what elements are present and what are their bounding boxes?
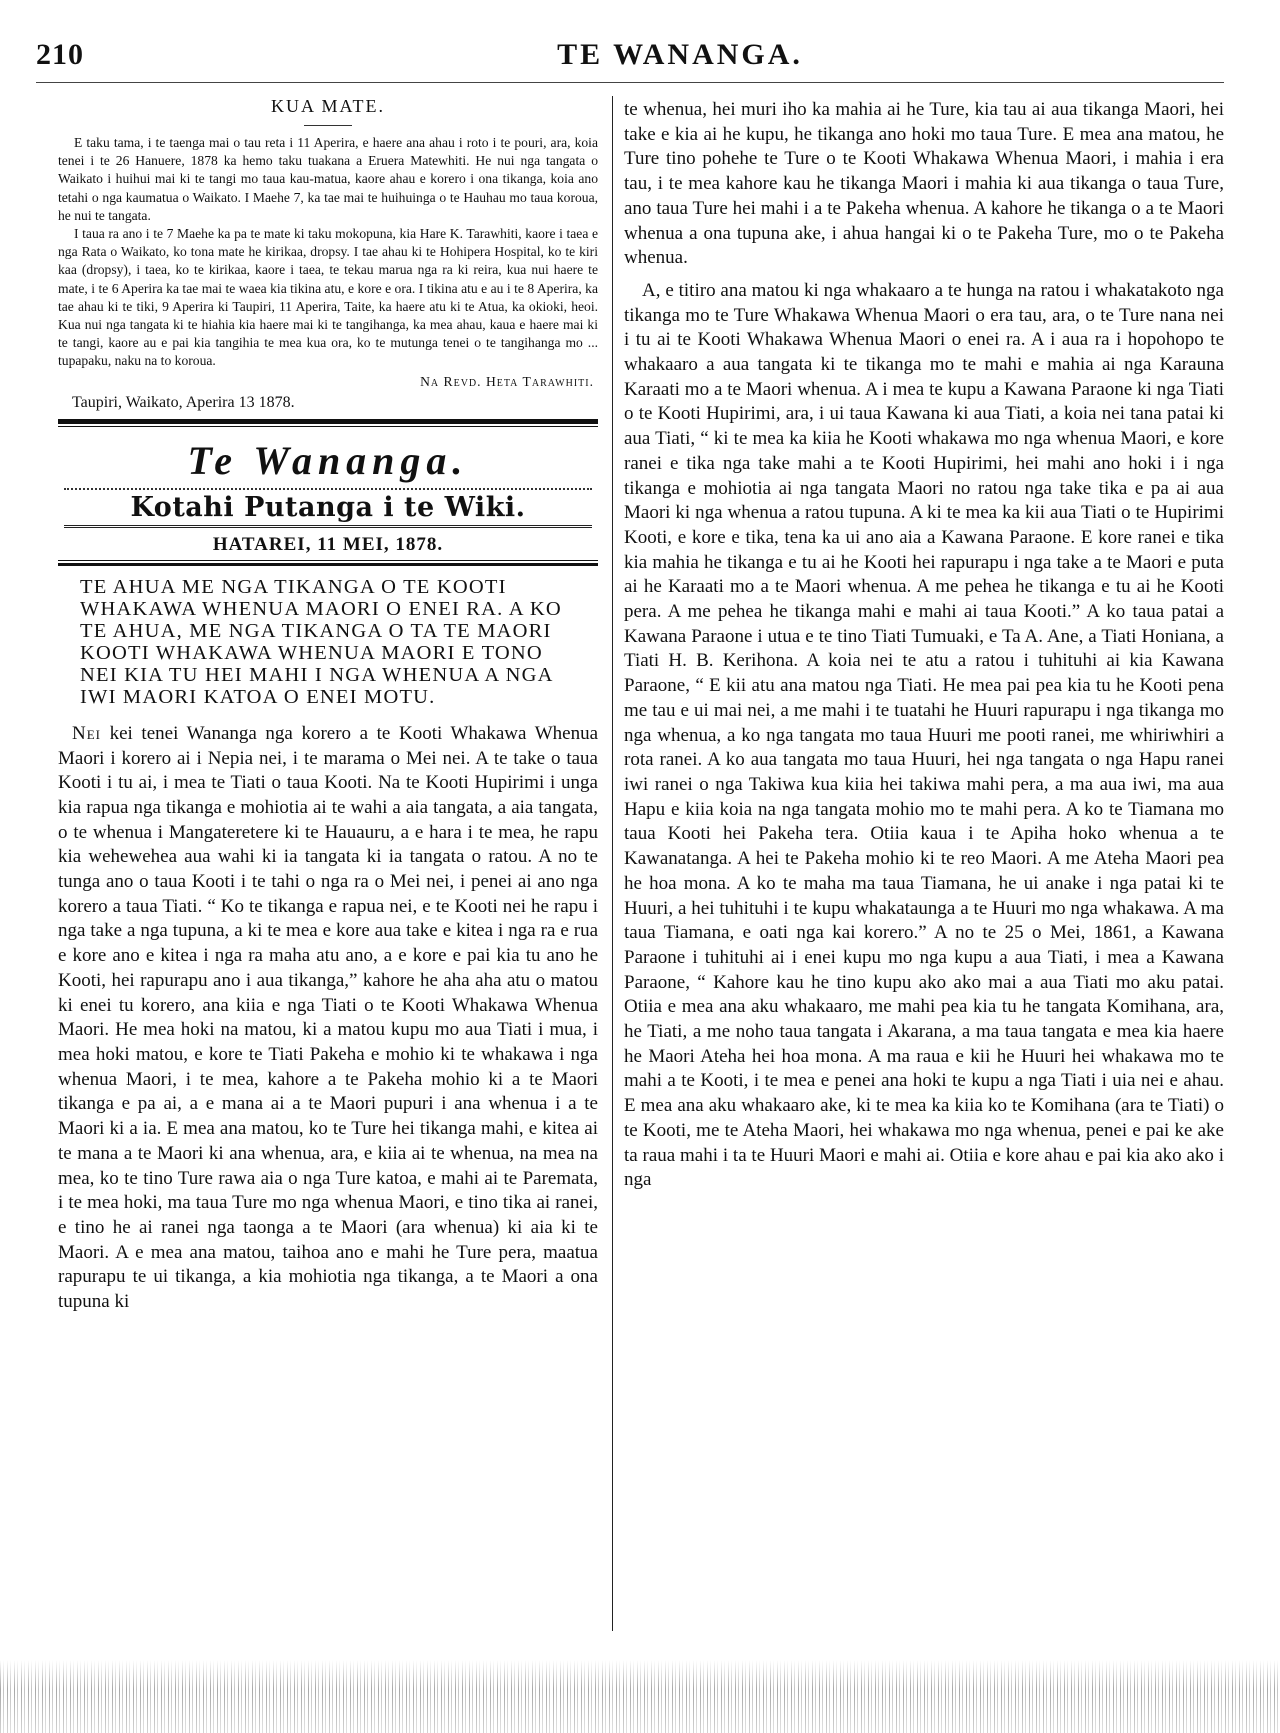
heading-rule [304, 125, 352, 126]
running-head: TE WANANGA. [557, 38, 803, 71]
masthead-top-rule [58, 419, 598, 424]
article-paragraph-text: kei tenei Wananga nga korero a te Kooti Whakawa Whenua Maori i korero ai i Nepia nei, i te marama o Mei nei. A te take o taua Kooti i tu ai, i mea te Tiati o taua Kooti. Na te Kooti Hupirimi i unga kia rapua nga tikanga e mohiotia ai te wahi a aia tangata, a aia tangata, o te whenua i Mangateretere ki te Hauauru, a e hara i te mea, he rapu kia wehewehea aua wahi ki ia tangata ki ia tangata o ratou. A no te tunga ano o taua Kooti i te tahi o nga ra o Mei nei, i penei ai ano nga korero a taua Tiati. “ Ko te tikanga e rapua nei, e te Kooti nei he rapu i nga take a nga tupuna, a ki te mea e kore aua take e kitea i nga ra e rua e kore ano e kitea i nga ra maha atu ano, a e kore e pai kia tu ano he Kooti, hei rapurapu ano i aua tikanga,” kahore he aha aha atu o matou ki enei tu korero, ana kiia e nga Tiati o te Kooti Whakawa Whenua Maori. He mea hoki na matou, ki a matou kupu mo aua Tiati i mua, i mea hoki matou, e kore te Tiati Pakeha e mohio ki te whakawa i nga whenua Maori, i te mea, kahore a te Pakeha mohio ki a te Maori tikanga e pa ai, a e mana ai a te Maori pupuri i ana whenua i a te Maori ki a ia. E mea ana matou, ko te Ture hei tikanga mahi, e kitea ai te mana a te Maori ki ana whenua, ara, e kiia ai te whenua, na mea na mea, ko te tino Ture rawa aia o nga Ture katoa, e mahi ai te Paremata, i te mea hoki, ma taua Ture mo nga whenua Maori, e tino tika ai ranei, e tino he ai ranei nga taonga a te Maori (ara whenua) ki aia ki te Maori. A e mea ana matou, taihoa ano e mahi he Ture pera, maatua rapurapu te ui tikanga, a kia mohiotia nga tikanga, a te Maori a ona tupuna ki [58, 722, 599, 1313]
signature-text: Na Revd. Heta Tarawhiti. [420, 373, 594, 389]
article-title: TE AHUA ME NGA TIKANGA O TE KOOTI WHAKAWA WHENUA MAORI O ENEI RA. A KO TE AHUA, ME NGA TIKANGA O TA TE MAORI KOOTI WHAKAWA WHENUA MAORI E TONO NEI KIA TU HEI MAHI I NGA WHENUA A NGA IWI MAORI KATOA O ENEI MOTU. [80, 575, 562, 708]
masthead-dotted-rule [64, 488, 592, 490]
scan-noise-fade [0, 1660, 1280, 1733]
issue-date: HATAREI, 11 MEI, 1878. [212, 533, 444, 555]
death-notice-signature [58, 373, 598, 391]
death-notice-heading: KUA MATE. [270, 96, 385, 116]
article-paragraph-continued: te whenua, hei muri iho ka mahia ai he Ture, kia tau ai aua tikanga Maori, hei take e kia ai he kupu, he tikanga ano hoki mo taua Ture. E mea ana matou, he Ture tino pohehe te Ture o te Kooti Whakawa Whenua Maori, i mahia i era tau, i te mea kahore kau he tikanga Maori i mahia ki aua tikanga o taua Ture, ano taua Ture hei mahi i a te Pakeha whenua. A kahore he tikanga o a te Maori whenua a ona tupuna ake, i ahua hangai ki o te Pakeha Ture, mo o te Pakeha whenua. [624, 99, 1224, 269]
death-notice-paragraph: E taku tama, i te taenga mai o tau reta i 11 Aperira, e haere ana ahau i roto i te pouri, ara, koia tenei i te 26 Hanuere, 1878 ka hemo taku tuakana a Eruera Matewhiti. He nui nga tangata o Waikato i huihui mai ki te tangi mo taua kau-matua, kaore ahau e korero i ona tikanga, koia ano tetahi o nga kaumatua o Waikato. I Maehe 7, ka tae mai te huihuinga o te Hauhau mo taua koroua, he nui te tangata. [58, 135, 598, 223]
death-notice-paragraph: I taua ra ano i te 7 Maehe ka pa te mate ki taku mokopuna, kia Hare K. Tarawhiti, kaore i taea e nga Rata o Waikato, ko tona mate he kirikaa, dropsy. I tae ahau ki te Hohipera Hospital, ko te kiri kaa (dropsy), i taea, ko te kirikaa, kaore i taea, te tekau maruа nga ra ki reira, kua nui haere te mate, i te 6 Aperira ka tae mai te waea kia tikina atu, e kore e ora. I tikina atu e au i te 8 Aperira, ka tae ahau ki te tiki, 9 Aperira ki Taupiri, 11 Aperira, Taite, ka haere atu ki te Atua, ka okioki, heoi. Kua nui nga tangata ki te hiahia kia haere mai ki te tangihanga, ka mea ahau, kaua e haere mai ki te tangi, kaore au e pai kia tangihia te mea kua ora, ko te mutunga tenei o te tangihanga mo ... tupapaku, naku na to koroua. [58, 226, 598, 369]
masthead-top-thin-rule [58, 426, 598, 427]
page-edge-scan-noise [0, 1660, 1280, 1733]
article-first-word: Nei [72, 722, 101, 744]
article-paragraph: A, e titiro ana matou ki nga whakaaro a te hunga na ratou i whakatakoto nga tikanga mo te Ture Whakawa Whenua Maori o era tau, ara, o te Ture nana nei i tu ai te Kooti Whakawa Whenua Maori o enei ra. A i aua ra i hopohopo te whakaaro a aua tangata ki te tikanga mo te mahi e mahia ai nga Karauna Karaati mo a te Maori whenua. A i mea te kupu a Kawana Paraone ki nga Tiati o te Kooti Hupirimi, ara, i ui taua Kawana ki aua Tiati, a koia nei tana patai ki aua Tiati, “ ki te mea ka kiia he Kooti whakawa mo nga whenua Maori, e kore ranei e tika nga take mahi a te Kooti Hupirimi, hei mahi ano hoki i i nga tikanga e mohiotia ai nga tangata Maori no ratou nga take tika e pa ai aua Maori ki nga whenua a ratou tupuna. A ki te mea ka kii aua Tiati o te Hupirimi Kooti, e kore e tika, tena ka ui ano aia a Kawana Paraone. E kore ranei e tika kia mahia he tikanga e tu ai he Kooti hei rapurapu i nga take a te Maori e puta ai he Karaati mo a te Maori whenua. A me pehea he tikanga e tu ai he Kooti pera. A me pehea he tikanga mahi e mahi ai taua Kooti.” A ko taua patai a Kawana Paraone i utua e te tino Tiati Tumuaki, e Ta A. Ane, a Tiati Honiana, a Tiati H. B. Kerihona. A koia nei te atu a ratou i tuhituhi ai kia Kawana Paraone, “ E kii atu ana matou nga Tiati. He mea pai pea kia tu he Kooti pena me tau e ui mai nei, a me mahi i te tuatahi he Huuri rapurapu i nga tikanga mo nga whenua, a ko nga tangata mo taua Huuri me pooti ranei, me whiriwhiri a rota ranei. A ko aua tangata mo taua Huuri, hei nga tangata o nga Hapu ranei iwi ranei o nga Takiwa kua kiia hei takiwa mahi pera, a ma aua iwi, ma aua Hapu e kiia koia na nga tangata mohio mo te mahi pera. A ko te Tiamana mo taua Kooti hei Pakeha tera. Otiia kaua i te Apiha hoko whenua a te Kawanatanga. A hei te Pakeha mohio ki te reo Maori. A me Ateha Maori pea he hoa mona. A ko te maha ma taua Tiamana, he ui anake i nga patai ki te Huuri, a hei tuhituhi i te kupu whakataunga a te Huuri mo nga whakawa. A ma taua Tiamana, e oati nga kai korero.” A no te 25 o Mei, 1861, a Kawana Paraone i tuhituhi ai i enei kupu mo nga kupu a aua Tiati, i mea a Kawana Paraone, “ Kahore kau he tino kupu ako ako mai a aua Tiati mo aku patai. Otiia e mea ana aku whakaaro, me mahi pea kia tu he tangata Komihana, ara, he Tiati, a me noho taua tangata i Akarana, a ma taua tangata e mea kia haere he Maori Ateha hei hoa mona. A ma raua e kii he Huuri hei whakawa mo te mahi a te Kooti, i te mea e penei ana hoki te kupu a nga Tiati i uia nei e ahau. E mea ana aku whakaaro ake, ki te mea ka kiia ko te Komihana (ara te Tiati) o te Kooti, me te Ateha Maori, hei whakawa mo nga whenua, penei e pai ke ake ta raua mahi i ta te Huuri Maori e mahi ai. Otiia e kore ahau e pai kia ako ako i nga [624, 279, 1224, 1191]
column-divider [612, 96, 613, 1631]
date-rule-thin [58, 560, 598, 561]
right-column [624, 98, 1224, 1193]
date-rule-thick [58, 563, 598, 566]
article-body-left [58, 722, 598, 1315]
article-paragraph-first [58, 722, 598, 1315]
page-number: 210 [36, 38, 84, 71]
left-column [58, 96, 598, 1315]
masthead-tagline: Kotahi Putanga i te Wiki. [130, 491, 526, 523]
header-rule [36, 82, 1224, 83]
article-body-right [624, 98, 1224, 1193]
death-notice-body [58, 134, 598, 371]
tagline-double-rule [64, 525, 592, 528]
masthead-title: Te Wananga. [187, 437, 469, 483]
death-notice-place-date: Taupiri, Waikato, Aperira 13 1878. [72, 393, 295, 411]
